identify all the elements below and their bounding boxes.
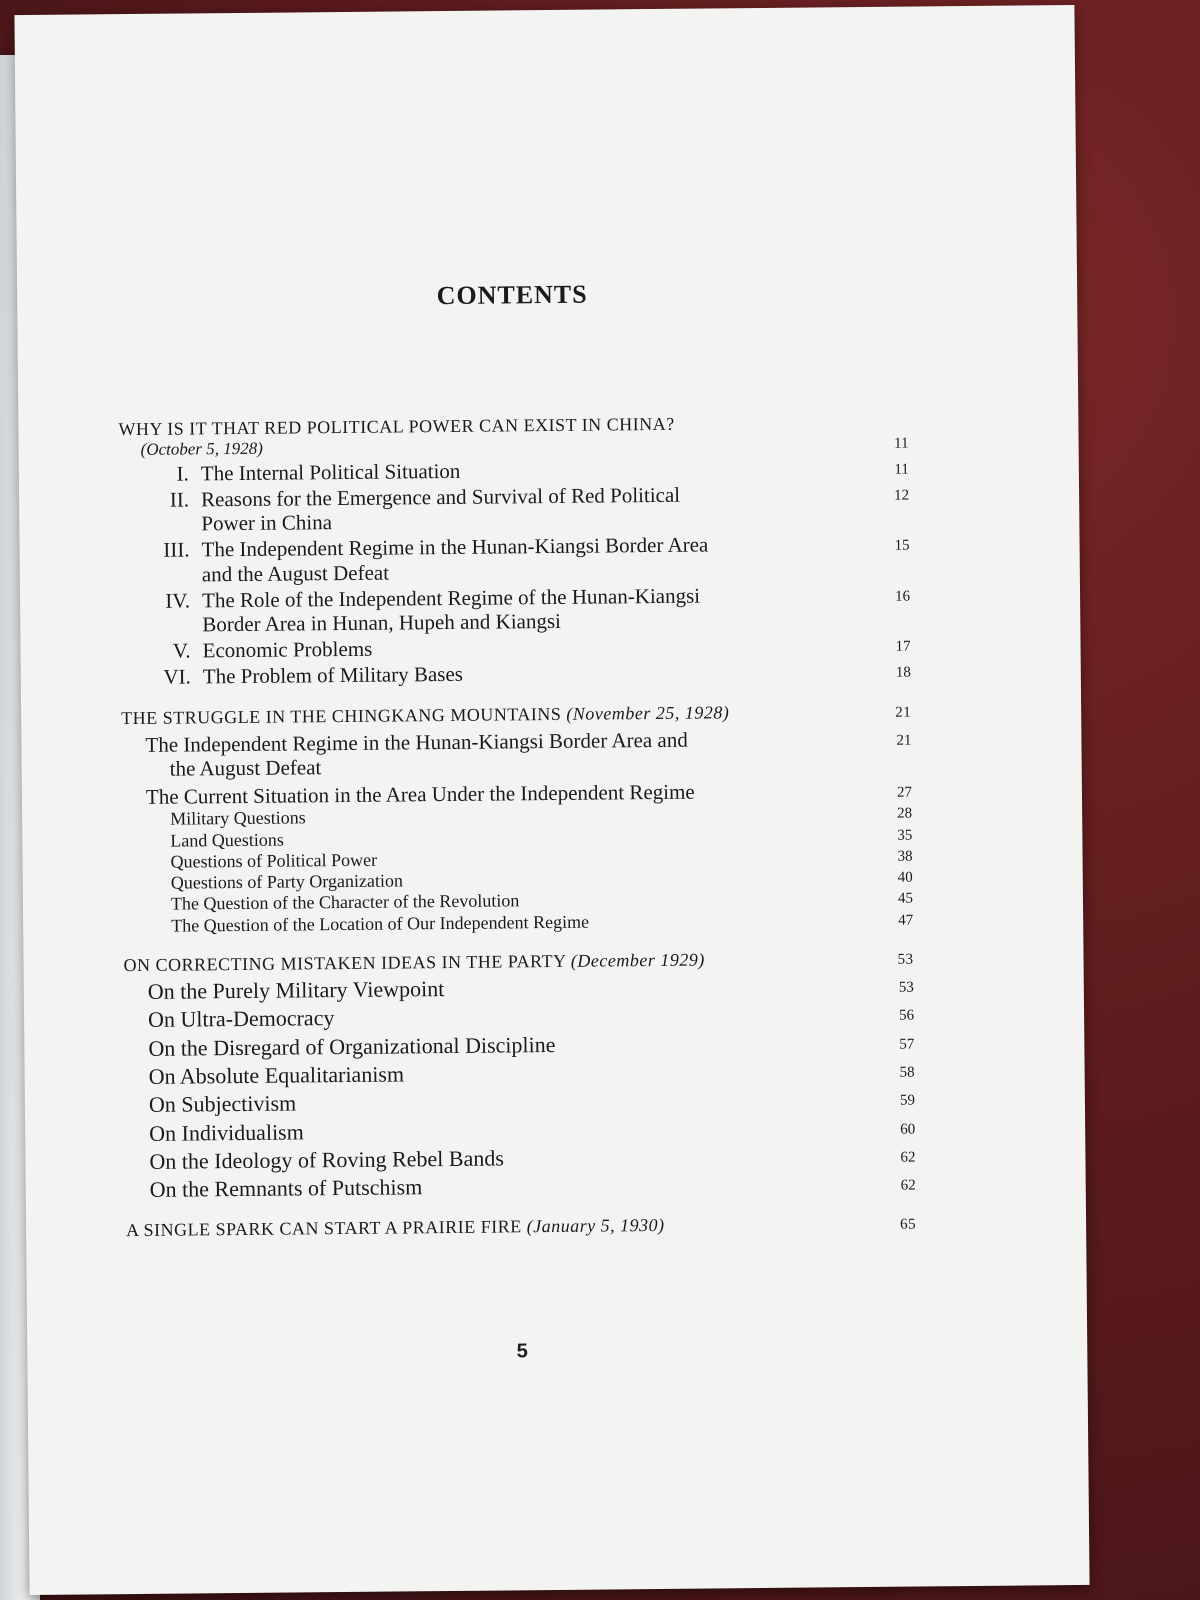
section-4-date: (January 5, 1930) [526,1215,665,1237]
toc-entry [124,972,914,1005]
entry-title: The Independent Regime in the Hunan-Kiangsi Border Area and [145,727,688,757]
toc-entry [121,725,911,781]
toc-entry [124,1000,914,1033]
entry-title: The Role of the Independent Regime of the Hunan-Kiangsi [201,583,701,613]
entry-title-continued: and the August Defeat [201,560,390,586]
section-1-page: 11 [894,435,909,452]
page-content [114,7,919,1595]
entry-page: 21 [896,732,912,749]
section-1-title: WHY IS IT THAT RED POLITICAL POWER CAN EXIST IN CHINA? [118,413,675,440]
subentry-title: Land Questions [170,829,284,851]
toc-entry [120,579,910,637]
section-3-page: 53 [897,951,914,968]
subentry-title: The Question of the Location of Our Independent Regime [171,911,590,936]
entry-page: 53 [898,979,914,996]
subentry-title: Questions of Party Organization [170,870,404,893]
subentry-page: 45 [897,890,914,907]
entry-number: II. [169,487,190,512]
subentry-page: 47 [898,912,914,929]
entry-page: 17 [895,638,911,655]
toc-entry [125,1113,915,1146]
entry-title: The Problem of Military Bases [202,662,464,689]
entry-title-continued: the August Defeat [169,755,322,781]
subentry-title: Questions of Political Power [170,849,378,872]
entry-page: 56 [899,1007,915,1025]
entry-page: 59 [899,1092,915,1109]
entry-title: On Individualism [149,1118,304,1146]
entry-page: 15 [894,538,910,555]
entry-title: Economic Problems [202,636,373,663]
entry-title: On Absolute Equalitarianism [148,1061,405,1089]
section-4-title: A SINGLE SPARK CAN START A PRAIRIE FIRE [126,1216,522,1241]
subentry-page: 28 [897,805,913,822]
toc-entry [124,1028,914,1061]
entry-title: On the Ideology of Roving Rebel Bands [149,1145,504,1174]
entry-number: V. [172,638,191,663]
section-4-page: 65 [900,1216,917,1234]
toc-entry [119,479,909,537]
entry-page: 12 [894,487,910,504]
entry-page: 62 [900,1149,916,1166]
entry-number: I. [176,461,189,486]
section-2-title: THE STRUGGLE IN THE CHINGKANG MOUNTAINS [121,703,562,728]
entry-page: 62 [900,1177,916,1194]
entry-page: 57 [899,1036,915,1053]
section-2-date: (November 25, 1928) [566,701,730,724]
entry-title: On Subjectivism [148,1090,297,1118]
entry-page: 60 [900,1121,916,1138]
entry-title: Reasons for the Emergence and Survival of Red Political [200,482,681,512]
subentry-page: 38 [897,848,913,865]
table-of-contents [118,412,916,1242]
toc-entry [125,1141,915,1174]
page-number: 5 [516,1340,528,1363]
toc-entry [126,1170,916,1203]
subentry-page: 35 [897,827,913,844]
entry-title-continued: Border Area in Hunan, Hupeh and Kiangsi [202,608,562,637]
entry-page: 16 [894,588,911,605]
section-2-page: 21 [895,704,912,721]
book-page [14,5,1089,1595]
entry-page: 27 [896,784,913,801]
toc-entry [125,1056,915,1089]
subentry-page: 40 [897,869,913,886]
section-4-title-row [126,1213,916,1242]
entry-title: The Current Situation in the Area Under the Independent Regime [145,779,695,809]
page-title: CONTENTS [436,279,588,311]
toc-entry [119,529,909,587]
entry-title: On the Purely Military Viewpoint [147,976,445,1004]
section-1-date: (October 5, 1928) [140,438,263,459]
entry-number: VI. [163,664,191,690]
section-3-title: ON CORRECTING MISTAKEN IDEAS IN THE PARTY [123,950,566,975]
entry-title: On Ultra-Democracy [147,1005,335,1033]
entry-number: III. [163,537,190,563]
entry-title: The Independent Regime in the Hunan-Kiangsi Border Area [201,532,709,562]
entry-title: On the Disregard of Organizational Discipline [148,1031,556,1061]
section-2-title-row [121,700,911,729]
toc-entry [125,1085,915,1118]
entry-title-continued: Power in China [201,510,333,536]
entry-page: 11 [894,461,909,478]
entry-page: 18 [895,664,911,681]
entry-number: IV. [165,588,191,613]
subentry-title: The Question of the Character of the Revolution [170,890,520,914]
entry-title: The Internal Political Situation [200,458,461,486]
entry-page: 58 [899,1064,915,1081]
subentry-title: Military Questions [170,807,306,829]
section-3-date: (December 1929) [570,949,705,971]
entry-title: On the Remnants of Putschism [149,1174,423,1203]
